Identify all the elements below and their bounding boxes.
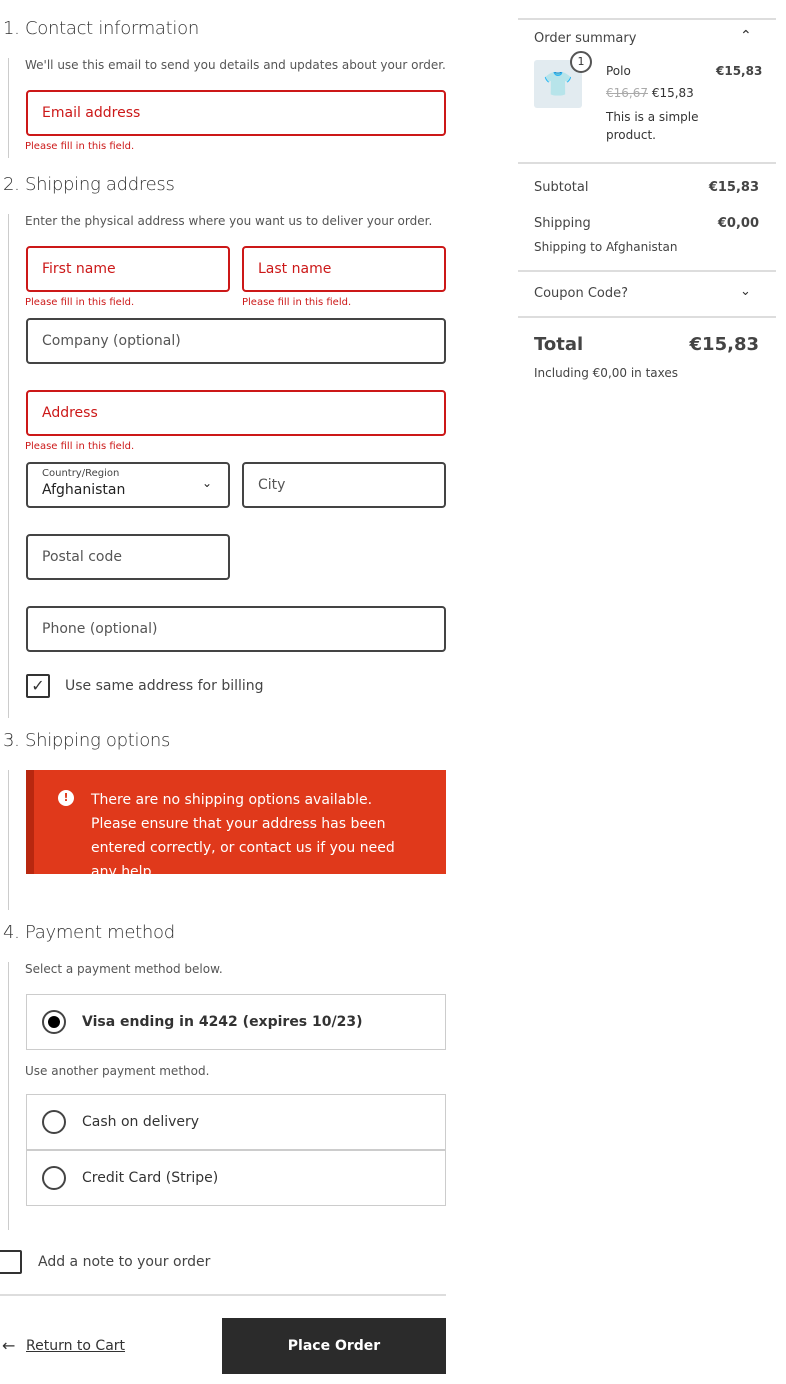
old-price: €16,67 (606, 86, 648, 100)
postal-code-input[interactable]: Postal code (26, 534, 230, 580)
country-value: Afghanistan (42, 482, 126, 498)
order-summary-title[interactable]: Order summary (534, 31, 637, 46)
shipping-heading: 2. Shipping address (3, 174, 175, 195)
saved-card-label: Visa ending in 4242 (expires 10/23) (82, 1014, 363, 1030)
first-name-error: Please fill in this field. (25, 297, 135, 308)
divider (518, 18, 776, 20)
shipping-value: €0,00 (717, 216, 759, 231)
arrow-left-icon: ← (2, 1336, 16, 1355)
step-rail (8, 770, 9, 910)
shipping-label: Shipping (534, 216, 591, 231)
last-name-error: Please fill in this field. (242, 297, 352, 308)
checkmark-icon: ✓ (31, 676, 45, 695)
step-rail (8, 962, 9, 1230)
step-rail (8, 58, 9, 158)
subtotal-value: €15,83 (708, 180, 759, 195)
subtotal-label: Subtotal (534, 180, 589, 195)
alert-icon: ! (58, 790, 74, 806)
return-to-cart-link[interactable]: Return to Cart (26, 1338, 126, 1354)
new-price: €15,83 (651, 86, 694, 100)
payment-heading: 4. Payment method (3, 922, 175, 943)
email-input[interactable]: Email address (26, 90, 446, 136)
coupon-toggle[interactable]: Coupon Code? (534, 286, 629, 301)
shipping-options-heading: 3. Shipping options (3, 730, 171, 751)
step-rail (8, 214, 9, 718)
payment-option-stripe[interactable] (26, 1150, 446, 1206)
saved-card-option[interactable] (26, 994, 446, 1050)
chevron-up-icon[interactable]: ⌃ (740, 28, 752, 44)
country-label: Country/Region (42, 468, 120, 479)
company-input[interactable]: Company (optional) (26, 318, 446, 364)
contact-desc: We'll use this email to send you details and updates about your order. (25, 58, 446, 72)
note-checkbox[interactable] (0, 1250, 22, 1274)
address-error: Please fill in this field. (25, 441, 135, 452)
no-shipping-notice (26, 770, 446, 880)
last-name-input[interactable]: Last name (242, 246, 446, 292)
total-value: €15,83 (689, 334, 759, 355)
place-order-button[interactable]: Place Order (222, 1318, 446, 1374)
payment-option-cod[interactable] (26, 1094, 446, 1150)
product-image: 👕 (534, 60, 582, 108)
product-price: €15,83 (716, 64, 763, 78)
country-select[interactable] (26, 462, 230, 508)
total-label: Total (534, 334, 584, 355)
quantity-badge: 1 (570, 51, 592, 73)
option-label: Cash on delivery (82, 1114, 200, 1130)
chevron-down-icon: ⌄ (201, 476, 212, 490)
shipping-to: Shipping to Afghanistan (534, 240, 678, 254)
radio[interactable] (42, 1110, 66, 1134)
divider (0, 1294, 446, 1296)
address-input[interactable]: Address (26, 390, 446, 436)
phone-input[interactable]: Phone (optional) (26, 606, 446, 652)
divider (518, 162, 776, 164)
radio[interactable] (42, 1166, 66, 1190)
radio-selected[interactable] (42, 1010, 66, 1034)
first-name-input[interactable]: First name (26, 246, 230, 292)
payment-desc: Select a payment method below. (25, 962, 223, 976)
billing-checkbox[interactable] (26, 674, 50, 698)
shipping-desc: Enter the physical address where you want us to deliver your order. (25, 214, 433, 228)
city-input[interactable]: City (242, 462, 446, 508)
divider (518, 316, 776, 318)
email-error: Please fill in this field. (25, 141, 135, 152)
taxes-note: Including €0,00 in taxes (534, 366, 679, 380)
notice-text: There are no shipping options available. Please ensure that your address has been entered correctly, or contact us if you need any help. (91, 792, 395, 880)
product-name: Polo (606, 64, 631, 78)
product-desc: This is a simple product. (606, 110, 699, 142)
divider (518, 270, 776, 272)
note-label: Add a note to your order (38, 1254, 211, 1270)
another-method-label: Use another payment method. (25, 1064, 210, 1078)
billing-label: Use same address for billing (65, 678, 264, 694)
chevron-down-icon[interactable]: ⌄ (740, 284, 751, 299)
contact-heading: 1. Contact information (3, 18, 199, 39)
option-label: Credit Card (Stripe) (82, 1170, 219, 1186)
